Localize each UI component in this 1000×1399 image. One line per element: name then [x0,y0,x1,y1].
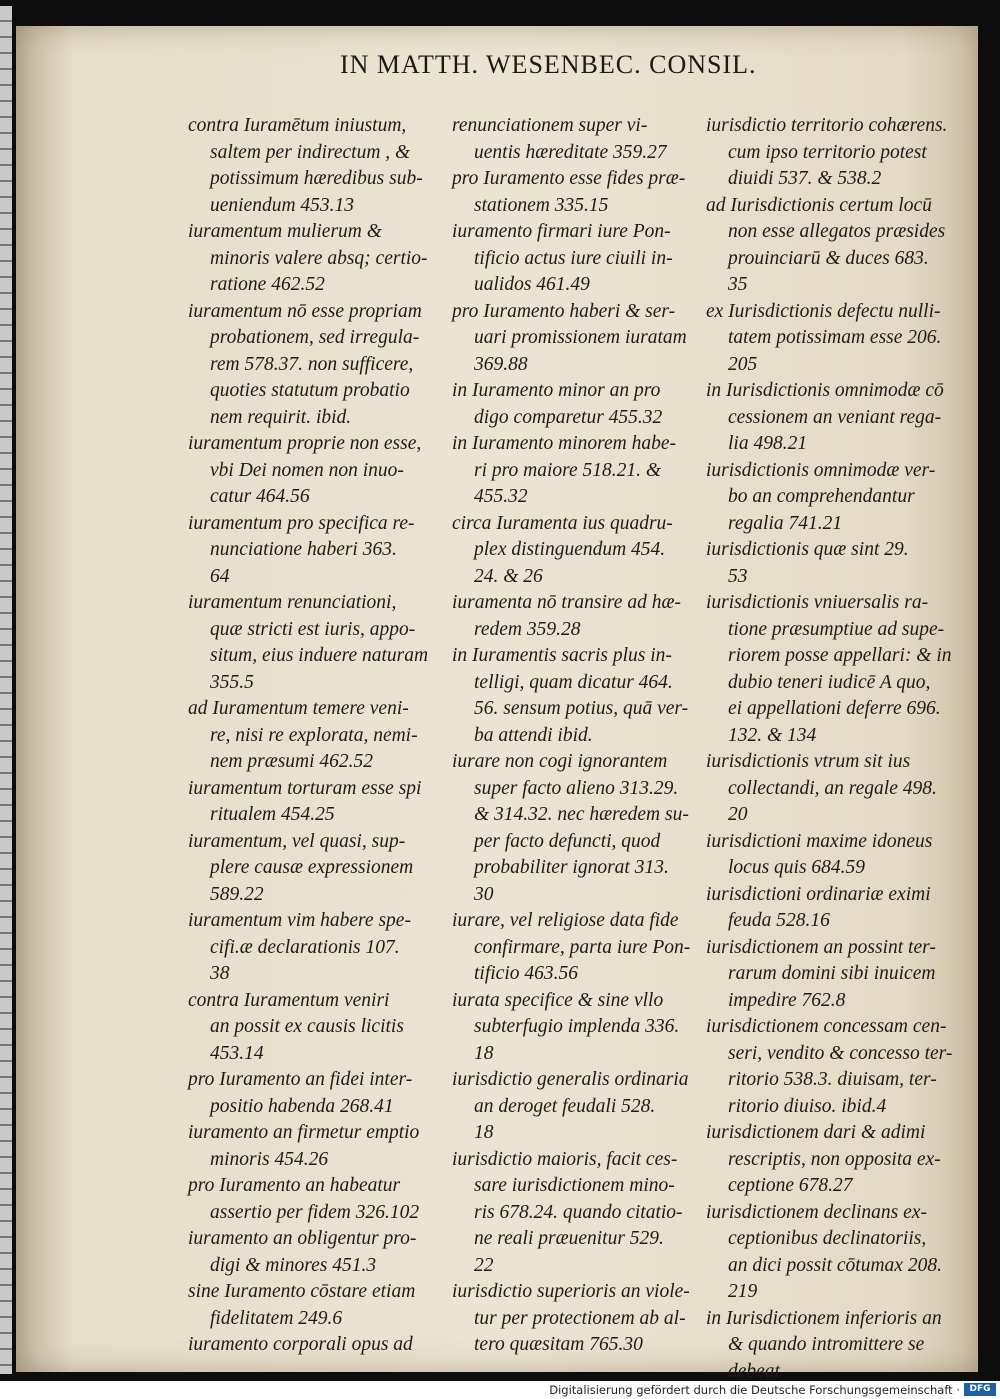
index-entry-line: in Iurisdictionis omnimodæ cō [706,380,944,401]
index-entry-line: feuda 528.16 [728,910,830,931]
index-entry-line: iuramento corporali opus ad [188,1334,413,1355]
index-entry [188,1173,436,1226]
index-entry-line: potissimum hæredibus sub- [210,168,423,189]
index-entry-line: ritorio 538.3. diuisam, ter- [728,1069,937,1090]
index-entry-line: in Iuramento minor an pro [452,380,661,401]
index-entry-line: digi & minores 451.3 [210,1254,377,1276]
index-entry [188,219,436,299]
index-column-2 [452,113,698,1359]
index-entry [452,1147,698,1280]
index-entry-line: iuramento an firmetur emptio [188,1122,420,1143]
index-entry [706,882,958,935]
index-entry-line: ceptione 678.27 [728,1175,853,1196]
index-entry-line: circa Iuramenta ius quadru- [452,512,673,534]
index-entry [706,1306,958,1386]
index-entry-line: cum ipso territorio potest [728,141,927,163]
index-entry [188,1279,436,1332]
index-entry-line: 219 [728,1281,758,1302]
index-entry-line: minoris 454.26 [210,1148,329,1170]
index-entry-line: tur per protectionem ab al- [474,1307,686,1329]
index-entry-line: super facto alieno 313.29. [474,777,679,799]
index-entry [452,511,698,591]
index-entry [188,776,436,829]
dfg-logo: DFG [964,1383,996,1396]
index-entry-line: in Iuramentis sacris plus in- [452,645,672,666]
index-entry-line: iurisdictionis omnimodæ ver- [706,459,936,481]
index-entry-line: digo comparetur 455.32 [474,406,663,428]
index-entry-line: iuramentum torturam esse spi [188,777,422,799]
index-entry-line: iurare, vel religiose data fide [452,910,679,931]
index-entry-line: re, nisi re explorata, nemi- [210,724,418,746]
index-entry-line: ueniendum 453.13 [210,194,355,216]
index-entry-line: 132. & 134 [728,724,817,746]
index-entry-line: ad Iuramentum temere veni- [188,698,409,719]
index-entry-line: contra Iuramētum iniustum, [188,115,407,136]
index-entry-line: iurisdictionem declinans ex- [706,1201,927,1223]
index-entry-line: positio habenda 268.41 [210,1095,394,1117]
index-entry-line: sare iurisdictionem mino- [474,1175,675,1196]
index-entry-line: fidelitatem 249.6 [210,1307,343,1329]
index-entry [188,1120,436,1173]
index-entry-line: tione præsumptiue ad supe- [728,618,945,640]
index-entry-line: quæ stricti est iuris, appo- [210,618,416,640]
index-entry-line: seri, vendito & concesso ter- [728,1042,953,1064]
index-entry-line: 18 [474,1122,494,1143]
index-entry [188,511,436,591]
index-entry-line: tatem potissimam esse 206. [728,327,942,348]
index-entry [452,749,698,908]
index-entry-line: stationem 335.15 [474,194,609,216]
index-entry-line: lia 498.21 [728,433,808,454]
index-entry-line: tificio actus iure ciuili in- [474,247,673,269]
index-entry-line: iurare non cogi ignorantem [452,751,668,772]
index-entry-line: ba attendi ibid. [474,724,593,746]
index-entry-line: in Iuramento minorem habe- [452,433,677,454]
index-entry-line: iurisdictionem dari & adimi [706,1122,926,1143]
index-entry-line: rem 578.37. non sufficere, [210,353,414,375]
index-entry-line: iuramentum nō esse propriam [188,300,422,322]
index-entry-line: 56. sensum potius, quā ver- [474,698,689,719]
index-entry-line: ne reali præuenitur 529. [474,1228,664,1249]
index-entry [452,1067,698,1147]
index-entry [452,113,698,166]
index-entry [706,749,958,829]
index-entry-line: impedire 762.8 [728,989,846,1011]
index-entry-line: telligi, quam dicatur 464. [474,671,673,693]
index-entry-line: iurata specifice & sine vllo [452,989,664,1011]
index-entry [706,829,958,882]
index-entry-line: collectandi, an regale 498. [728,777,937,799]
index-entry-line: 453.14 [210,1042,264,1064]
index-entry-line: cessionem an veniant rega- [728,406,942,428]
index-entry [706,590,958,749]
index-entry-line: 22 [474,1254,494,1276]
index-entry-line: renunciationem super vi- [452,115,648,136]
index-entry-line: ualidos 461.49 [474,274,590,295]
index-entry-line: assertio per fidem 326.102 [210,1201,420,1223]
index-entry-line: saltem per indirectum , & [210,141,411,163]
index-entry-line: iuramentum pro specifica re- [188,512,415,534]
index-entry [706,1014,958,1120]
index-entry-line: pro Iuramento esse fides præ- [452,168,686,189]
index-entry-line: diuidi 537. & 538.2 [728,168,882,189]
index-entry [706,113,958,193]
index-entry-line: plere causæ expressionem [210,857,414,878]
index-entry-line: nem requirit. ibid. [210,406,352,428]
index-entry-line: 355.5 [210,671,254,693]
index-entry-line: ritorio diuiso. ibid.4 [728,1095,887,1117]
index-entry [188,696,436,776]
index-entry-line: tero quæsitam 765.30 [474,1334,643,1355]
index-entry [452,643,698,749]
index-entry-line: an deroget feudali 528. [474,1095,656,1117]
index-entry-line: 30 [474,883,494,905]
index-entry-line: an possit ex causis licitis [210,1016,404,1037]
index-entry-line: quoties statutum probatio [210,380,410,401]
index-entry-line: situm, eius induere naturam [210,645,429,666]
index-entry [452,908,698,988]
index-entry-line: ratione 462.52 [210,274,325,295]
index-entry-line: iuramentum proprie non esse, [188,433,422,454]
index-entry-line: locus quis 684.59 [728,857,866,878]
index-entry-line: iuramentum mulierum & [188,221,382,242]
index-entry-line: rescriptis, non opposita ex- [728,1148,941,1170]
index-entry [452,299,698,379]
index-entry-line: iurisdictionis vtrum sit ius [706,751,911,772]
index-entry-line: iurisdictionis vniuersalis ra- [706,592,929,613]
index-entry-line: vbi Dei nomen non inuo- [210,459,404,481]
index-entry-line: rarum domini sibi inuicem [728,963,936,984]
index-entry-line: nunciatione haberi 363. [210,539,397,560]
index-column-1 [188,113,436,1359]
index-entry-line: ad Iurisdictionis certum locū [706,194,932,216]
index-entry-line: & quando intromittere se [728,1334,925,1355]
index-entry [706,1200,958,1306]
index-entry-line: sine Iuramento cōstare etiam [188,1281,416,1302]
index-entry-line: & 314.32. nec hæredem su- [474,804,689,825]
index-entry [706,537,958,590]
index-entry-line: subterfugio implenda 336. [474,1016,680,1037]
index-entry-line: uari promissionem iuratam [474,327,687,348]
index-entry-line: 18 [474,1042,494,1064]
index-entry-line: bo an comprehendantur [728,486,915,507]
index-entry [188,1332,436,1359]
index-entry-line: minoris valere absq; certio- [210,247,428,269]
index-entry-line: ris 678.24. quando citatio- [474,1201,683,1223]
index-entry-line: iurisdictioni maxime idoneus [706,830,933,852]
index-entry-line: probationem, sed irregula- [210,327,420,348]
index-entry [706,378,958,458]
index-entry-line: probabiliter ignorat 313. [474,857,669,878]
index-entry-line: nem præsumi 462.52 [210,751,374,772]
index-entry-line: riorem posse appellari: & in [728,645,952,666]
index-entry-line: 64 [210,565,230,587]
index-entry-line: iuramenta nō transire ad hæ- [452,592,681,613]
index-entry-line: confirmare, parta iure Pon- [474,936,691,958]
index-entry [188,299,436,432]
index-entry-line: redem 359.28 [474,618,581,640]
index-entry-line: iurisdictio maioris, facit ces- [452,1148,678,1170]
index-entry-line: iuramento an obligentur pro- [188,1228,417,1249]
index-entry-line: 53 [728,565,748,587]
index-entry [706,1120,958,1200]
index-entry [452,166,698,219]
index-entry-line: pro Iuramento haberi & ser- [452,300,676,322]
running-head: IN MATTH. WESENBEC. CONSIL. [340,50,757,79]
index-entry [706,193,958,299]
index-entry-line: per facto defuncti, quod [474,830,661,852]
index-entry [452,988,698,1068]
index-entry-line: an dici possit cōtumax 208. [728,1254,942,1276]
index-entry-line: 589.22 [210,883,264,905]
index-entry-line: debeat [728,1360,780,1382]
index-entry-line: ri pro maiore 518.21. & [474,459,662,481]
index-entry-line: tificio 463.56 [474,963,578,984]
index-entry-line: iuramentum renunciationi, [188,592,397,613]
index-entry-line: ex Iurisdictionis defectu nulli- [706,300,941,322]
index-column-3 [706,113,958,1385]
index-entry-line: contra Iuramentum veniri [188,989,390,1011]
index-entry-line: iurisdictionis quæ sint 29. [706,539,909,560]
index-entry-line: iurisdictioni ordinariæ eximi [706,883,931,905]
index-entry [452,378,698,431]
index-entry [706,458,958,538]
index-entry-line: catur 464.56 [210,486,310,507]
index-entry-line: uentis hæreditate 359.27 [474,141,667,163]
index-entry-line: iuramento firmari iure Pon- [452,221,671,242]
index-entry [452,219,698,299]
index-entry [452,431,698,511]
index-entry-line: regalia 741.21 [728,512,843,534]
index-entry-line: 24. & 26 [474,565,543,587]
index-entry-line: pro Iuramento an habeatur [188,1175,401,1196]
index-entry [188,1067,436,1120]
index-entry-line: in Iurisdictionem inferioris an [706,1307,942,1329]
index-entry-line: iurisdictionem concessam cen- [706,1016,947,1037]
index-entry-line: 20 [728,804,748,825]
index-entry [452,590,698,643]
index-entry [188,829,436,909]
index-entry-line: iurisdictionem an possint ter- [706,936,936,958]
index-entry-line: iurisdictio territorio cohærens. [706,115,948,136]
index-entry-line: prouinciarū & duces 683. [728,247,929,269]
index-entry-line: iurisdictio superioris an viole- [452,1281,690,1302]
index-entry-line: 38 [210,963,230,984]
index-entry [188,988,436,1068]
index-entry-line: 369.88 [474,353,528,375]
index-entry-line: dubio teneri iudicē A quo, [728,671,931,693]
index-entry-line: ritualem 454.25 [210,804,335,825]
index-entry [188,1226,436,1279]
index-entry [188,431,436,511]
index-entry-line: iurisdictio generalis ordinaria [452,1069,689,1090]
index-entry-line: ceptionibus declinatoriis, [728,1228,927,1249]
index-entry-line: ei appellationi deferre 696. [728,698,941,719]
index-entry [188,113,436,219]
index-entry [706,935,958,1015]
index-entry [452,1279,698,1359]
index-entry [706,299,958,379]
index-entry-line: plex distinguendum 454. [474,539,666,560]
index-entry [188,908,436,988]
index-entry [188,590,436,696]
index-entry-line: pro Iuramento an fidei inter- [188,1069,413,1090]
index-entry-line: 205 [728,353,758,375]
index-entry-line: iuramentum, vel quasi, sup- [188,830,406,852]
index-entry-line: iuramentum vim habere spe- [188,910,411,931]
scan-ruler [0,6,12,1374]
index-entry-line: 455.32 [474,486,528,507]
index-entry-line: 35 [728,274,748,295]
index-entry-line: cifi.æ declarationis 107. [210,936,400,958]
footer-credit: Digitalisierung gefördert durch die Deutsche Forschungsgemeinschaft · [549,1383,960,1397]
index-entry-line: non esse allegatos præsides [728,221,946,242]
